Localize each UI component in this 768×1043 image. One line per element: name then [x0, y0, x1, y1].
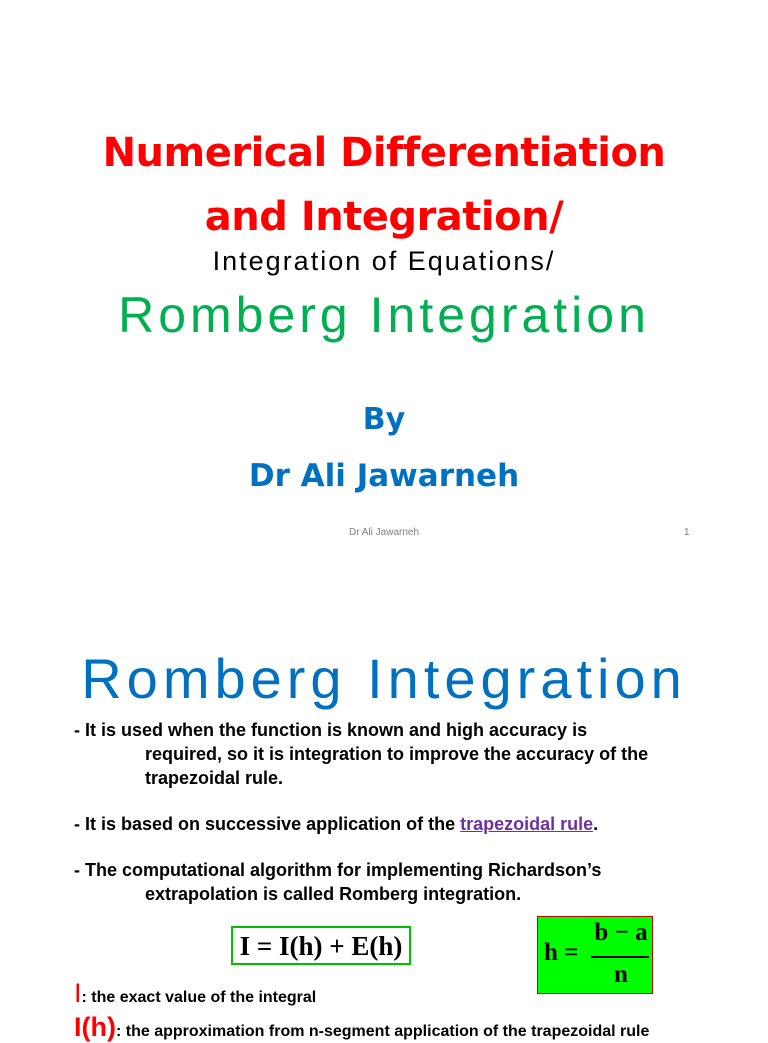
bullet-1-line-1: - It is used when the function is known and high accuracy is [74, 720, 588, 740]
definition-exact-value [74, 978, 316, 1009]
definition-symbol-ih: I(h) [74, 1012, 116, 1042]
bullet-2 [74, 812, 734, 836]
bullet-3-line-2: extrapolation is called Romberg integration. [145, 884, 522, 904]
step-size-equation-box [537, 916, 653, 994]
fraction-bar [591, 956, 649, 958]
bullet-1-line-2: required, so it is integration to improve the accuracy of the [145, 744, 649, 764]
step-size-numerator: b − a [594, 919, 648, 946]
slide-2-title: Romberg Integration [81, 647, 687, 710]
definition-symbol-i: I [74, 978, 82, 1008]
trapezoidal-rule-link[interactable]: trapezoidal rule [460, 814, 594, 834]
by-label: By [362, 402, 406, 437]
step-size-lhs: h = [544, 939, 579, 966]
integral-equation-box: I = I(h) + E(h) [231, 926, 411, 965]
bullet-3 [74, 858, 734, 906]
slide-title-line-2: and Integration/ [204, 194, 564, 240]
bullet-1 [74, 718, 734, 790]
definition-text-ih: : the approximation from n-segment application of the trapezoidal rule [115, 1023, 650, 1040]
bullet-1-line-3: trapezoidal rule. [145, 768, 284, 788]
step-size-denominator: n [614, 961, 628, 988]
definition-approximation [74, 1012, 649, 1043]
slide-footer: Dr Ali Jawarneh [348, 527, 420, 538]
slide-title-line-1: Numerical Differentiation [102, 130, 666, 176]
definition-text-i: : the exact value of the integral [81, 989, 317, 1006]
bullet-2-suffix: . [593, 814, 599, 834]
page-number: 1 [684, 527, 690, 538]
bullet-2-prefix: - It is based on successive application of the [74, 814, 461, 834]
slide-subtitle: Integration of Equations/ [212, 246, 556, 276]
slide-2 [0, 560, 768, 1042]
bullet-3-line-1: - The computational algorithm for implementing Richardson’s [74, 860, 602, 880]
slide-topic: Romberg Integration [118, 287, 650, 343]
author-name: Dr Ali Jawarneh [248, 458, 520, 494]
